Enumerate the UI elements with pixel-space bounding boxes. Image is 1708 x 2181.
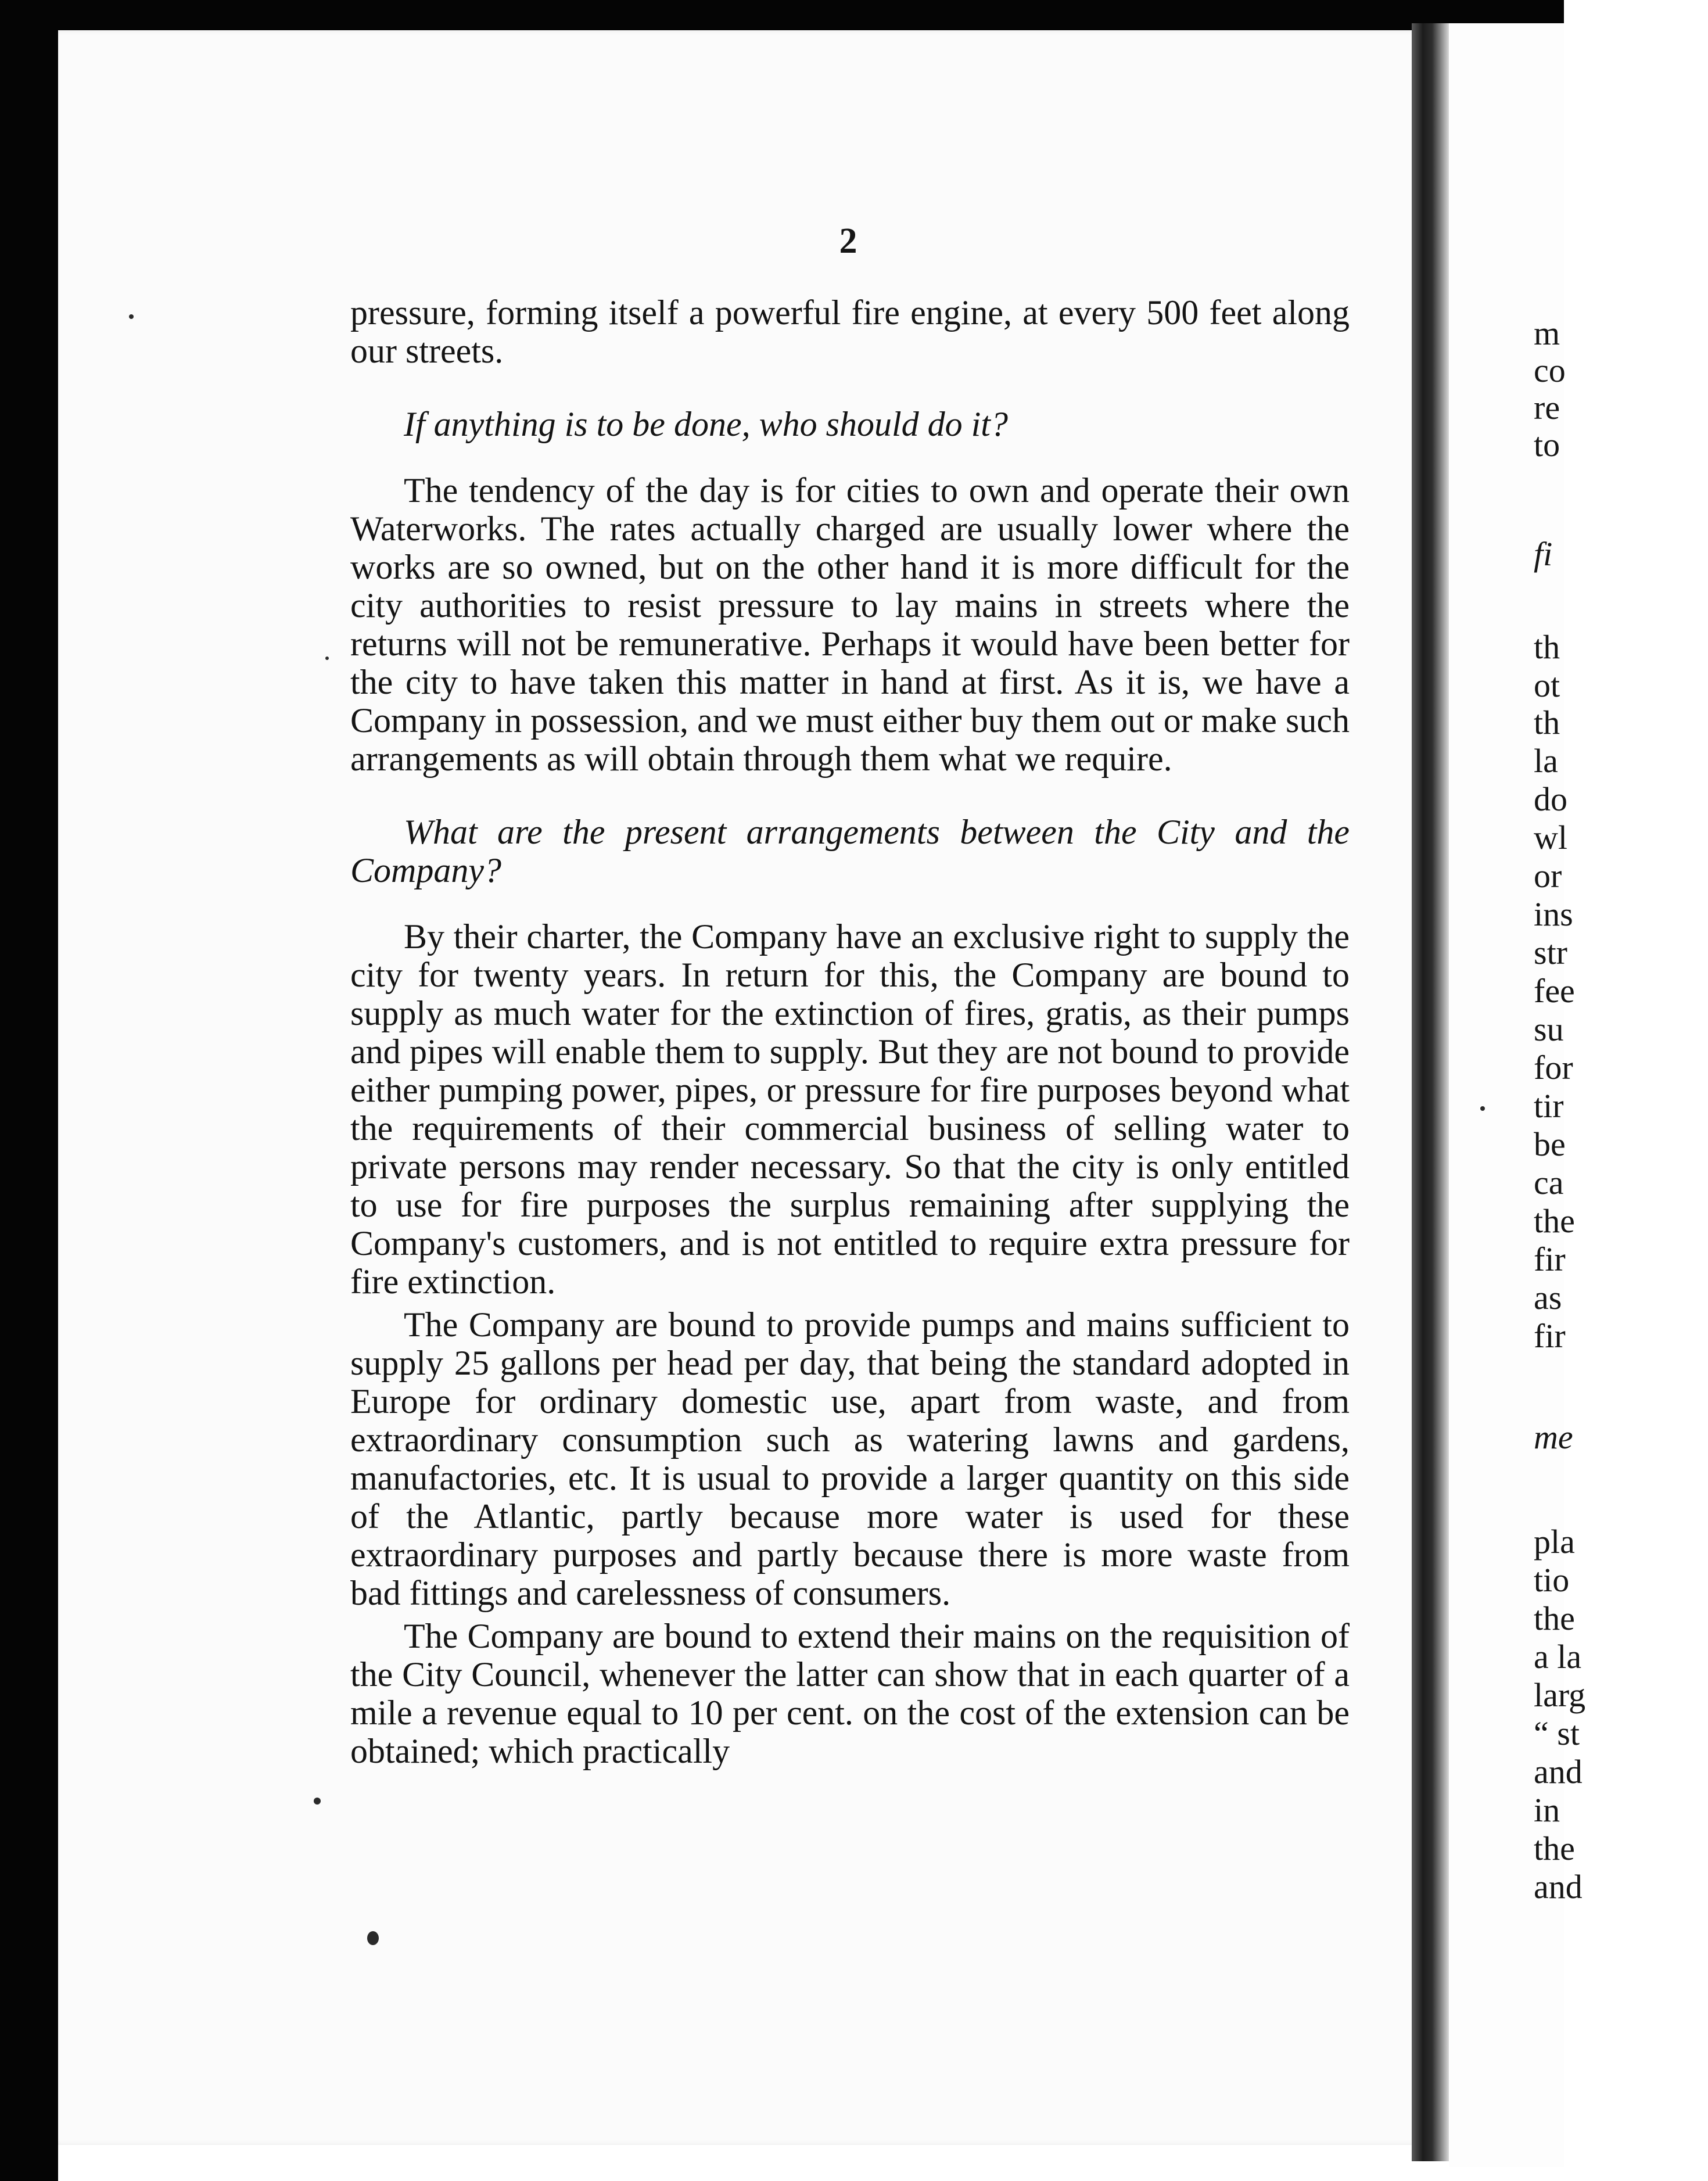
facing-page-fragment: tio bbox=[1534, 1561, 1570, 1599]
facing-page-fragment: “ st bbox=[1534, 1714, 1580, 1752]
scan-speck bbox=[129, 314, 134, 319]
section-heading: If anything is to be done, who should do it? bbox=[404, 405, 1008, 443]
facing-page-fragment: be bbox=[1534, 1125, 1566, 1163]
facing-page-fragment: ins bbox=[1534, 895, 1573, 933]
facing-page-fragment: ca bbox=[1534, 1164, 1564, 1201]
facing-page-fragment: fee bbox=[1534, 972, 1575, 1010]
scan-border-top bbox=[0, 0, 1564, 35]
facing-page-fragment: str bbox=[1534, 934, 1567, 971]
facing-page-fragment: su bbox=[1534, 1010, 1564, 1048]
facing-page-fragment: wl bbox=[1534, 819, 1567, 856]
facing-page-fragment: tir bbox=[1534, 1087, 1564, 1125]
paragraph-continuation: pressure, forming itself a powerful fire engine, at every 500 feet along our streets. bbox=[350, 293, 1350, 370]
scan-speck bbox=[325, 657, 329, 660]
facing-page-fragment: ot bbox=[1534, 666, 1560, 704]
facing-page-fragment: and bbox=[1534, 1868, 1583, 1906]
facing-page-fragment: in bbox=[1534, 1791, 1560, 1829]
facing-page-fragment: re bbox=[1534, 389, 1560, 426]
page-body bbox=[350, 293, 1350, 1770]
facing-page-fragment: th bbox=[1534, 628, 1560, 666]
facing-page-fragment: m bbox=[1534, 314, 1560, 352]
facing-page-fragment: fir bbox=[1534, 1317, 1566, 1355]
book-gutter bbox=[1412, 23, 1449, 2161]
facing-page-fragment: the bbox=[1534, 1202, 1575, 1240]
facing-page-fragment: the bbox=[1534, 1830, 1575, 1867]
facing-page-fragment: fi bbox=[1534, 535, 1553, 573]
facing-page-fragment: la bbox=[1534, 742, 1558, 780]
facing-page-fragment: pla bbox=[1534, 1523, 1575, 1561]
paragraph: The Company are bound to extend their mains on the requisition of the City Council, whenever the latter can show that in each quarter of a mile a revenue equal to 10 per cent. on the cost of the extension can be obtained; which practically bbox=[350, 1617, 1350, 1770]
facing-page-fragment: fir bbox=[1534, 1240, 1566, 1278]
facing-page-fragment: do bbox=[1534, 780, 1567, 818]
section-heading: What are the present arrangements between the City and the Company? bbox=[350, 813, 1350, 889]
facing-page-fragment: the bbox=[1534, 1599, 1575, 1637]
facing-page-fragment: larg bbox=[1534, 1676, 1586, 1714]
scan-border-left bbox=[0, 0, 58, 2181]
facing-page-fragment: me bbox=[1534, 1418, 1573, 1456]
facing-page-fragment: or bbox=[1534, 857, 1562, 895]
facing-page-fragment: and bbox=[1534, 1753, 1583, 1791]
facing-page-fragment: co bbox=[1534, 351, 1566, 389]
scan-speck bbox=[314, 1798, 321, 1805]
facing-page-fragment: as bbox=[1534, 1279, 1562, 1317]
paragraph: The Company are bound to provide pumps and mains sufficient to supply 25 gallons per head per day, that being the standard adopted in Europe for ordinary domestic use, apart from waste, and from extraordinary consumption such as watering lawns and gardens, manufactories, etc. It is usual to provide a larger quantity on this side of the Atlantic, partly because more water is used for these extraordinary purposes and partly because there is more waste from bad fittings and carelessness of consumers. bbox=[350, 1305, 1350, 1612]
facing-page-fragment: for bbox=[1534, 1049, 1573, 1086]
paragraph: By their charter, the Company have an exclusive right to supply the city for twenty years. In return for this, the Company are bound to supply as much water for the extinction of fires, gratis, as their pumps and pipes will enable them to supply. But they are not bound to provide either pumping power, pipes, or pressure for fire purposes beyond what the requirements of their commercial business of selling water to private persons may render necessary. So that the city is only entitled to use for fire purposes the surplus remaining after supplying the Company's customers, and is not entitled to require extra pressure for fire extinction. bbox=[350, 917, 1350, 1301]
page-number: 2 bbox=[839, 221, 857, 261]
scan-speck bbox=[1480, 1106, 1485, 1111]
facing-page-fragment: a la bbox=[1534, 1638, 1582, 1676]
facing-page-fragment: to bbox=[1534, 426, 1560, 464]
paragraph: The tendency of the day is for cities to own and operate their own Waterworks. The rates actually charged are usually lower where the works are so owned, but on the other hand it is more difficult for the city authorities to resist pressure to lay mains in streets where the returns will not be remunerative. Perhaps it would have been better for the city to have taken this matter in hand at first. As it is, we have a Company in possession, and we must either buy them out or make such arrangements as will obtain through them what we require. bbox=[350, 471, 1350, 778]
facing-page bbox=[1449, 23, 1586, 2167]
facing-page-fragment: th bbox=[1534, 704, 1560, 741]
scan-speck bbox=[367, 1931, 379, 1945]
